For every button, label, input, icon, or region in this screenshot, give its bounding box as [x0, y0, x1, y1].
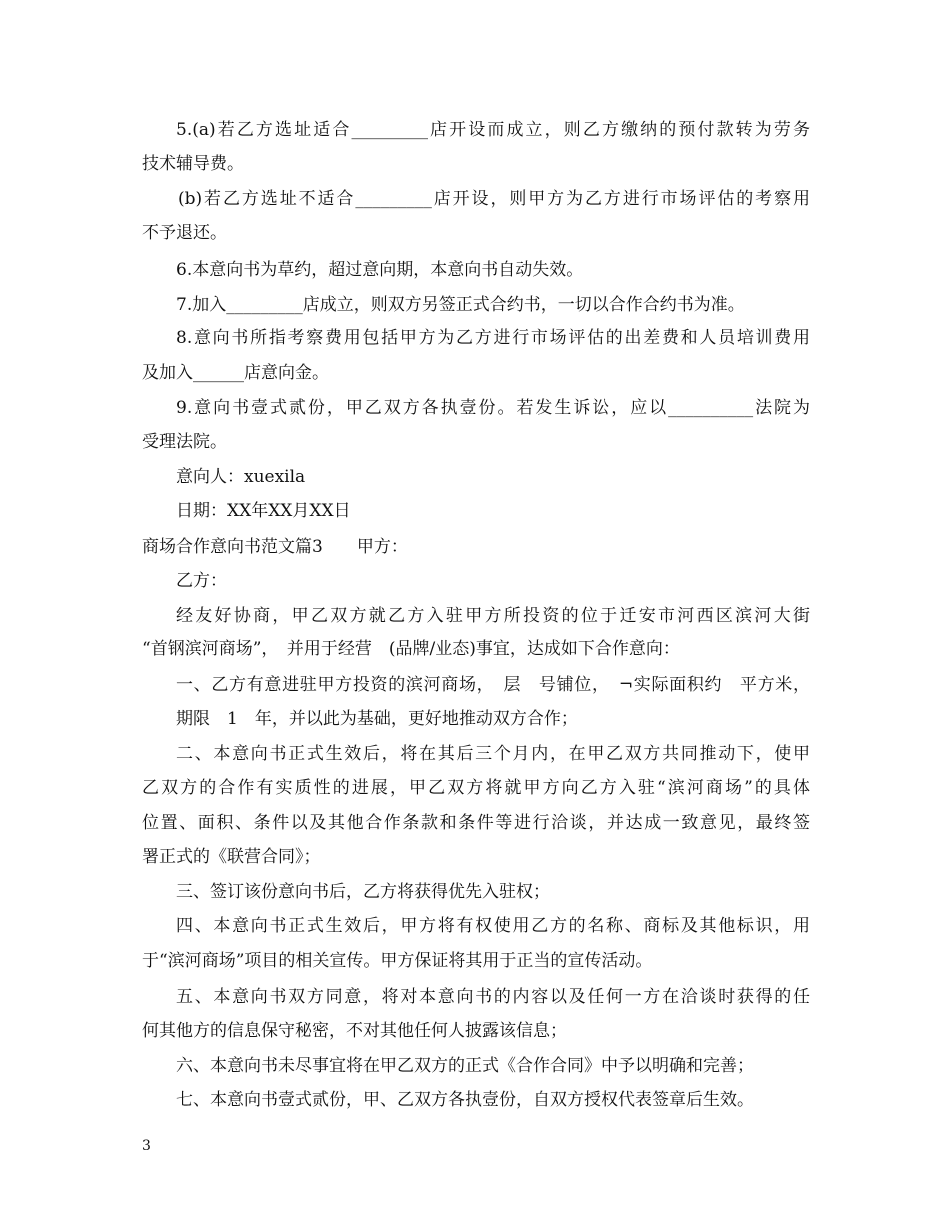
item-3: 三、签订该份意向书后，乙方将获得优先入驻权； — [176, 882, 550, 902]
clause-5b-line-2: 不予退还。 — [142, 223, 227, 243]
item-1-line-2: 期限 1 年，并以此为基础，更好地推动双方合作； — [176, 709, 578, 729]
page-number: 3 — [142, 1138, 151, 1154]
intro-line-2: “首钢滨河商场”， 并用于经营 (品牌/业态)事宜，达成如下合作意向： — [142, 639, 680, 659]
clause-7: 7.加入_________店成立，则双方另签正式合约书，一切以合作合约书为准。 — [176, 295, 745, 315]
intro-line-1: 经友好协商，甲乙双方就乙方入驻甲方所投资的位于迁安市河西区滨河大街 — [176, 606, 810, 626]
signatory-line: 意向人：xuexila — [176, 467, 306, 487]
clause-5a-line-1: 5.(a)若乙方选址适合_________店开设而成立，则乙方缴纳的预付款转为劳务 — [176, 120, 810, 140]
item-7: 七、本意向书壹式贰份，甲、乙双方各执壹份，自双方授权代表签章后生效。 — [176, 1090, 754, 1110]
item-1-line-1: 一、乙方有意进驻甲方投资的滨河商场， 层 号铺位， ¬实际面积约 平方米， — [176, 675, 810, 695]
item-5-line-1: 五、本意向书双方同意，将对本意向书的内容以及任何一方在洽谈时获得的任 — [176, 987, 810, 1007]
item-5-line-2: 何其他方的信息保守秘密，不对其他任何人披露该信息； — [142, 1021, 567, 1041]
item-2-line-3: 位置、面积、条件以及其他合作条款和条件等进行洽谈，并达成一致意见，最终签 — [142, 813, 810, 833]
item-6: 六、本意向书未尽事宜将在甲乙双方的正式《合作合同》中予以明确和完善； — [176, 1056, 754, 1076]
clause-6: 6.本意向书为草约，超过意向期，本意向书自动失效。 — [176, 260, 584, 280]
clause-8-line-2: 及加入______店意向金。 — [142, 363, 329, 383]
clause-5a-line-2: 技术辅导费。 — [142, 154, 244, 174]
item-2-line-1: 二、本意向书正式生效后，将在其后三个月内，在甲乙双方共同推动下，使甲 — [176, 744, 810, 764]
party-b-line: 乙方： — [176, 571, 227, 591]
item-4-line-1: 四、本意向书正式生效后，甲方将有权使用乙方的名称、商标及其他标识，用 — [176, 916, 810, 936]
clause-9-line-1: 9.意向书壹式贰份，甲乙双方各执壹份。若发生诉讼，应以__________法院为 — [176, 398, 810, 418]
item-4-line-2: 于“滨河商场”项目的相关宣传。甲方保证将其用于正当的宣传活动。 — [142, 951, 653, 971]
clause-5b-line-1: (b)若乙方选址不适合_________店开设，则甲方为乙方进行市场评估的考察用 — [178, 189, 810, 209]
date-line: 日期：XX年XX月XX日 — [176, 501, 351, 521]
section-heading: 商场合作意向书范文篇3 甲方： — [142, 537, 408, 557]
item-2-line-2: 乙双方的合作有实质性的进展，甲乙双方将就甲方向乙方入驻“滨河商场”的具体 — [142, 778, 810, 798]
clause-8-line-1: 8.意向书所指考察费用包括甲方为乙方进行市场评估的出差费和人员培训费用 — [176, 328, 810, 348]
clause-9-line-2: 受理法院。 — [142, 432, 227, 452]
item-2-line-4: 署正式的《联营合同》； — [142, 847, 321, 867]
